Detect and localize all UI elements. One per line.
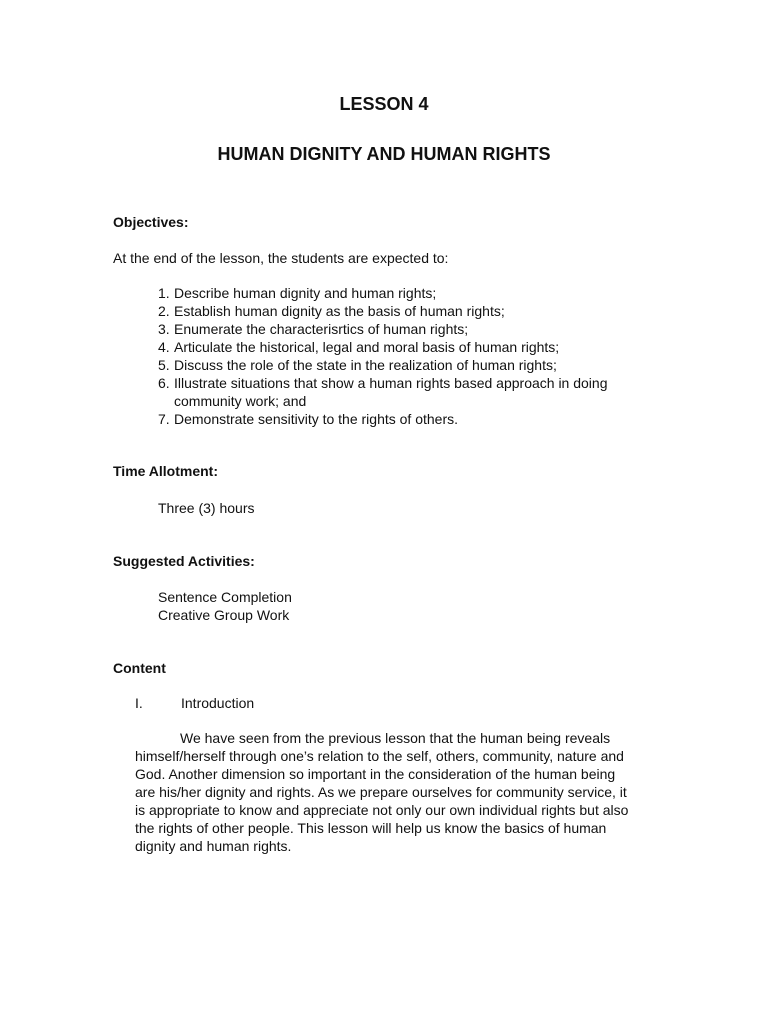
objectives-intro: At the end of the lesson, the students are expected to: xyxy=(113,250,449,266)
activity-item: Sentence Completion xyxy=(158,589,292,605)
list-item-number: 3. xyxy=(158,321,170,337)
list-item-text: Illustrate situations that show a human rights based approach in doing community work; and xyxy=(174,375,608,409)
section-title: Introduction xyxy=(181,695,255,711)
list-item-text: Establish human dignity as the basis of human rights; xyxy=(174,303,505,319)
lesson-subtitle: HUMAN DIGNITY AND HUMAN RIGHTS xyxy=(217,144,551,164)
list-item xyxy=(158,338,678,356)
time-allotment-heading: Time Allotment: xyxy=(113,463,219,479)
list-item-number: 5. xyxy=(158,357,170,373)
list-item-number: 2. xyxy=(158,303,170,319)
lesson-title: LESSON 4 xyxy=(339,94,429,114)
section-number: I. xyxy=(135,695,143,711)
list-item xyxy=(158,410,678,428)
list-item-number: 1. xyxy=(158,285,170,301)
list-item-number: 6. xyxy=(158,375,170,391)
activity-item: Creative Group Work xyxy=(158,607,290,623)
list-item-number: 4. xyxy=(158,339,170,355)
objectives-list xyxy=(158,284,678,428)
list-item-number: 7. xyxy=(158,411,170,427)
introduction-paragraph: We have seen from the previous lesson that the human being reveals himself/herself through one’s relation to the self, others, community, nature and God. Another dimension so important in the consideration of the human being are his/her dignity and rights. As we prepare ourselves for community service, it is appropriate to know and appreciate not only our own individual rights but also the rights of other people. This lesson will help us know the basics of human dignity and human rights. xyxy=(135,730,629,854)
list-item xyxy=(158,284,678,302)
list-item xyxy=(158,302,678,320)
list-item-text: Demonstrate sensitivity to the rights of others. xyxy=(174,411,459,427)
list-item-text: Discuss the role of the state in the realization of human rights; xyxy=(174,357,557,373)
list-item-text: Articulate the historical, legal and moral basis of human rights; xyxy=(174,339,560,355)
list-item xyxy=(158,356,678,374)
suggested-activities-heading: Suggested Activities: xyxy=(113,553,255,569)
time-allotment-value: Three (3) hours xyxy=(158,500,255,516)
content-heading: Content xyxy=(113,660,166,676)
list-item-text: Describe human dignity and human rights; xyxy=(174,285,437,301)
list-item xyxy=(158,374,678,410)
list-item xyxy=(158,320,678,338)
objectives-heading: Objectives: xyxy=(113,214,189,230)
list-item-text: Enumerate the characterisrtics of human rights; xyxy=(174,321,469,337)
